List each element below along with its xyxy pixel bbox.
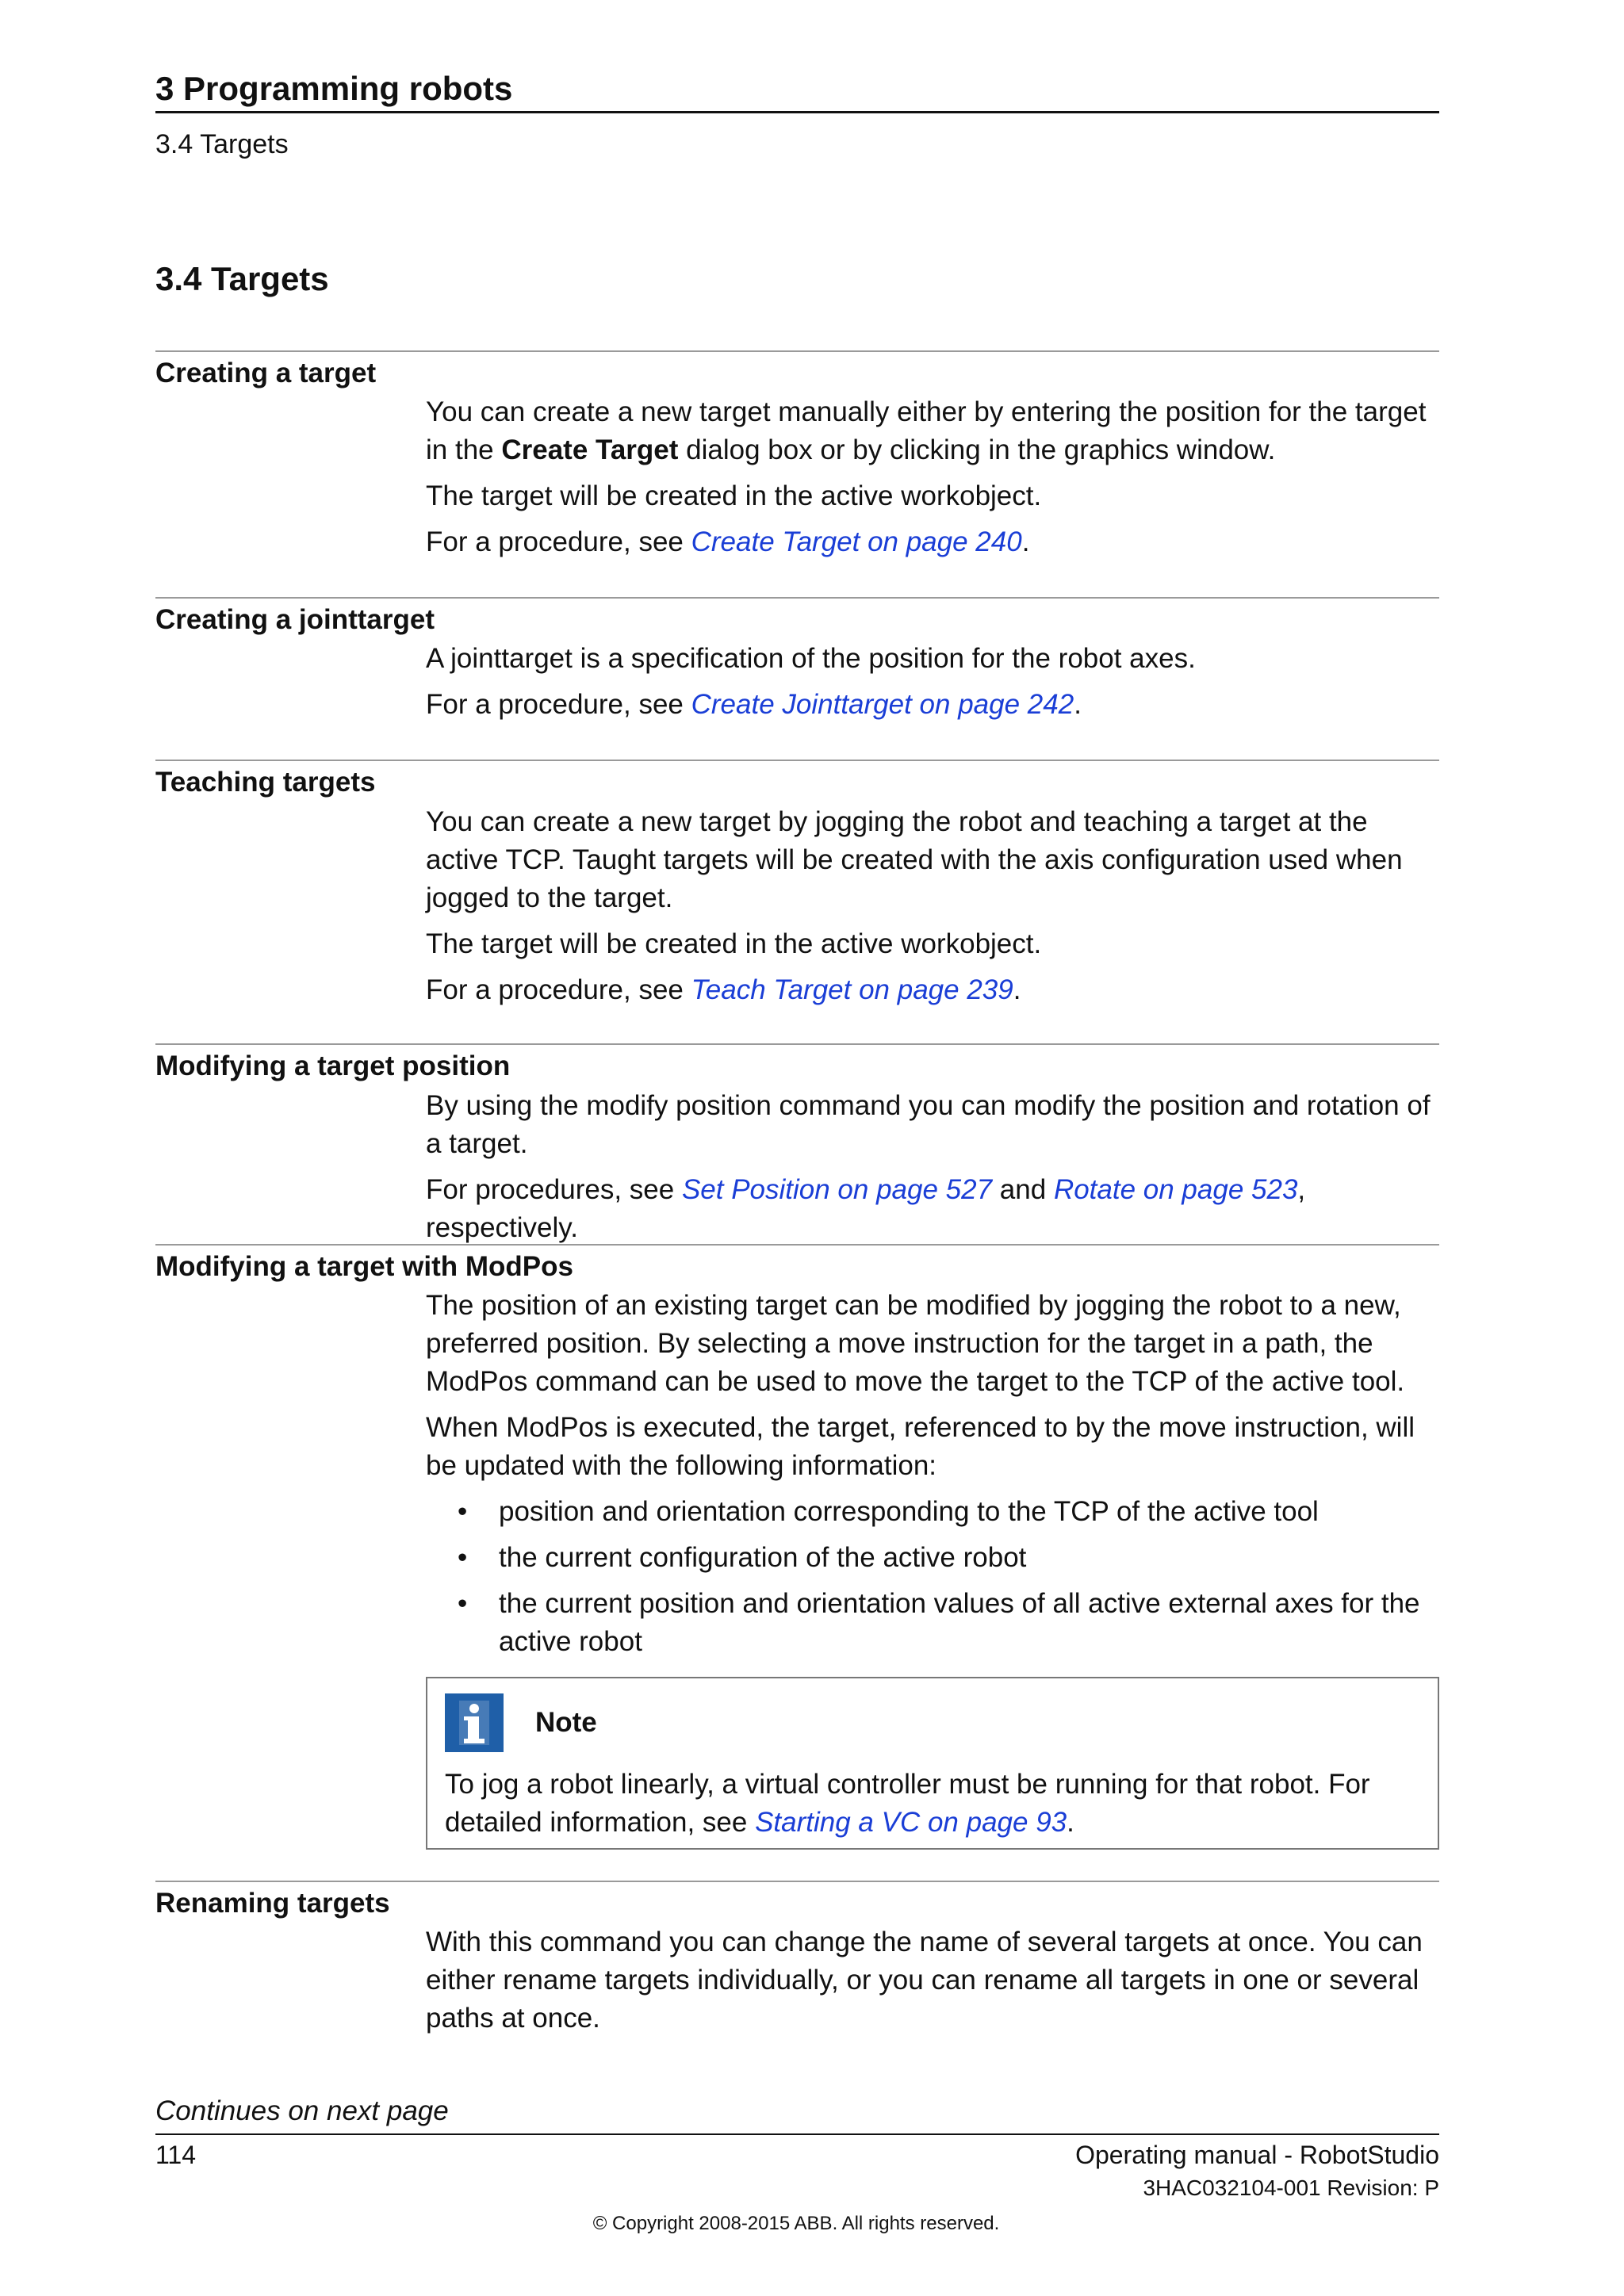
link-rotate[interactable]: Rotate on page 523 [1053,1174,1298,1205]
link-create-jointtarget[interactable]: Create Jointtarget on page 242 [691,689,1074,720]
copyright: © Copyright 2008-2015 ABB. All rights reserved. [592,2213,1000,2234]
text: For a procedure, see [426,974,691,1005]
list-item-text: position and orientation corresponding to the TCP of the active tool [499,1496,1319,1527]
link-set-position[interactable]: Set Position on page 527 [681,1174,993,1205]
bullet-list [426,1493,1441,1661]
text: dialog box or by clicking in the graphics window. [678,434,1276,465]
manual-title: Operating manual - RobotStudio [1075,2141,1439,2169]
list-item-text: the current configuration of the active robot [499,1542,1027,1573]
chapter-header: 3 Programming robots [155,70,513,107]
link-starting-vc[interactable]: Starting a VC on page 93 [755,1807,1067,1838]
list-item-text: the current position and orientation values of all active external axes for the active robot [499,1588,1420,1657]
text: and [992,1174,1054,1205]
text: . [1067,1807,1074,1838]
section-divider [155,760,1439,761]
header-rule [155,111,1439,113]
paragraph: A jointtarget is a specification of the position for the robot axes. [426,643,1196,674]
text: For a procedure, see [426,689,691,720]
page-number: 114 [155,2141,197,2169]
section-divider [155,597,1439,599]
text: . [1021,526,1030,557]
text: You can create a new target manually either by entering the position for the target in the [426,396,1427,465]
paragraph [426,686,1441,724]
paragraph: The target will be created in the active workobject. [426,928,1042,959]
paragraph: By using the modify position command you can modify the position and rotation of a target. [426,1090,1431,1159]
bullet: • [458,1588,468,1619]
subsection-header: 3.4 Targets [155,129,289,159]
section-divider [155,1881,1439,1882]
label-creating-target: Creating a target [155,358,377,388]
section-title: 3.4 Targets [155,260,329,297]
info-glyph [454,1699,494,1747]
paragraph [426,523,1441,561]
list-item [426,1585,1441,1661]
bullet: • [458,1496,468,1527]
link-teach-target[interactable]: Teach Target on page 239 [691,974,1013,1005]
paragraph: The position of an existing target can be modified by jogging the robot to a new, preferred position. By selecting a move instruction for the target in a path, the ModPos command can be used to move the target to the TCP of the active tool. [426,1290,1405,1397]
label-modpos: Modifying a target with ModPos [155,1251,573,1282]
list-item [426,1493,1441,1531]
note-header [445,1689,1420,1756]
note-text [445,1766,1420,1842]
paragraph: You can create a new target by jogging the robot and teaching a target at the active TCP. Taught targets will be created with the axis configuration used when jogged to the target. [426,806,1403,913]
text: For a procedure, see [426,526,691,557]
paragraph: When ModPos is executed, the target, referenced to by the move instruction, will be updated with the following information: [426,1412,1415,1481]
body-creating-target [426,393,1441,569]
body-creating-jointtarget [426,640,1441,732]
label-creating-jointtarget: Creating a jointtarget [155,604,435,635]
section-divider [155,350,1439,352]
paragraph: With this command you can change the name of several targets at once. You can either rename targets individually, or you can rename all targets in one or several paths at once. [426,1927,1423,2034]
paragraph [426,393,1441,469]
note-title: Note [535,1707,597,1738]
body-modpos [426,1287,1441,1850]
text: . [1013,974,1021,1005]
document-id: 3HAC032104-001 Revision: P [1143,2175,1439,2200]
dialog-name: Create Target [501,434,679,465]
body-renaming-targets [426,1923,1441,2045]
footer-rule [155,2133,1439,2135]
note-box [426,1677,1439,1850]
text: . [1074,689,1082,720]
bullet: • [458,1542,468,1573]
continues-notice: Continues on next page [155,2095,449,2126]
text: For procedures, see [426,1174,682,1205]
text: , respectively. [426,1174,1306,1243]
text: To jog a robot linearly, a virtual controller must be running for that robot. For detailed information, see [445,1769,1370,1838]
section-divider [155,1244,1439,1246]
section-divider [155,1043,1439,1045]
body-teaching-targets [426,803,1441,1017]
paragraph [426,1171,1441,1247]
label-modifying-position: Modifying a target position [155,1050,511,1081]
label-renaming-targets: Renaming targets [155,1888,390,1919]
paragraph [426,971,1441,1009]
list-item [426,1539,1441,1577]
body-modifying-position [426,1087,1441,1255]
info-icon [445,1693,504,1752]
label-teaching-targets: Teaching targets [155,767,376,798]
paragraph: The target will be created in the active workobject. [426,480,1042,511]
link-create-target[interactable]: Create Target on page 240 [691,526,1022,557]
